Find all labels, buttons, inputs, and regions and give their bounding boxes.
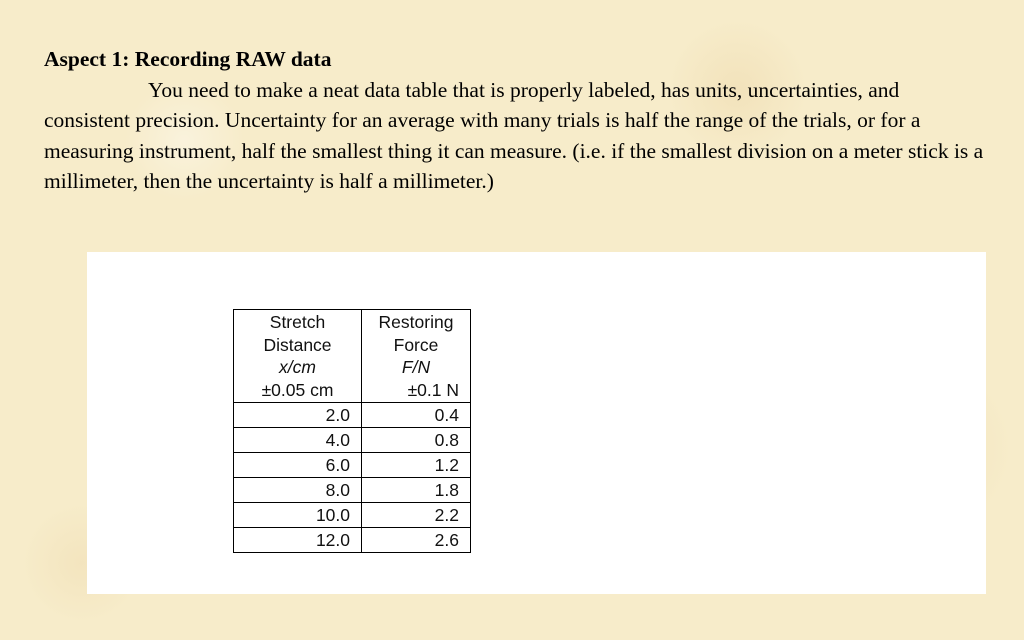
header-line: Force [393,334,439,355]
stretch-distance-cell: 2.0 [234,403,362,428]
header-uncertainty: ±0.1 N [407,379,459,400]
stretch-distance-cell: 10.0 [234,503,362,528]
table-row [234,428,471,453]
slide-text [44,44,989,197]
header-unit: x/cm [279,357,316,377]
restoring-force-cell: 1.8 [362,478,471,503]
column-header-restoring-force [362,310,471,403]
instruction-paragraph: You need to make a neat data table that is properly labeled, has units, uncertainties, and consistent precision. Uncertainty for an average with many trials is half the range of the trials, or for a measuring instrument, half the smallest thing it can measure. (i.e. if the smallest division on a meter stick is a millimeter, then the uncertainty is half a millimeter.) [44,77,984,193]
header-line: Distance [263,334,332,355]
header-line: Stretch [269,312,326,332]
table-row [234,403,471,428]
stretch-distance-cell: 8.0 [234,478,362,503]
table-row [234,478,471,503]
restoring-force-cell: 0.8 [362,428,471,453]
table-row [234,453,471,478]
stretch-distance-cell: 6.0 [234,453,362,478]
header-line: Restoring [378,312,454,332]
header-uncertainty: ±0.05 cm [261,379,334,400]
table-panel [87,252,986,594]
table-row [234,528,471,553]
stretch-distance-cell: 12.0 [234,528,362,553]
data-table [233,309,471,553]
column-header-stretch-distance [234,310,362,403]
restoring-force-cell: 2.2 [362,503,471,528]
restoring-force-cell: 1.2 [362,453,471,478]
table-header-row [234,310,471,403]
restoring-force-cell: 0.4 [362,403,471,428]
stretch-distance-cell: 4.0 [234,428,362,453]
slide-heading: Aspect 1: Recording RAW data [44,47,332,71]
table-row [234,503,471,528]
header-unit: F/N [401,357,431,377]
restoring-force-cell: 2.6 [362,528,471,553]
